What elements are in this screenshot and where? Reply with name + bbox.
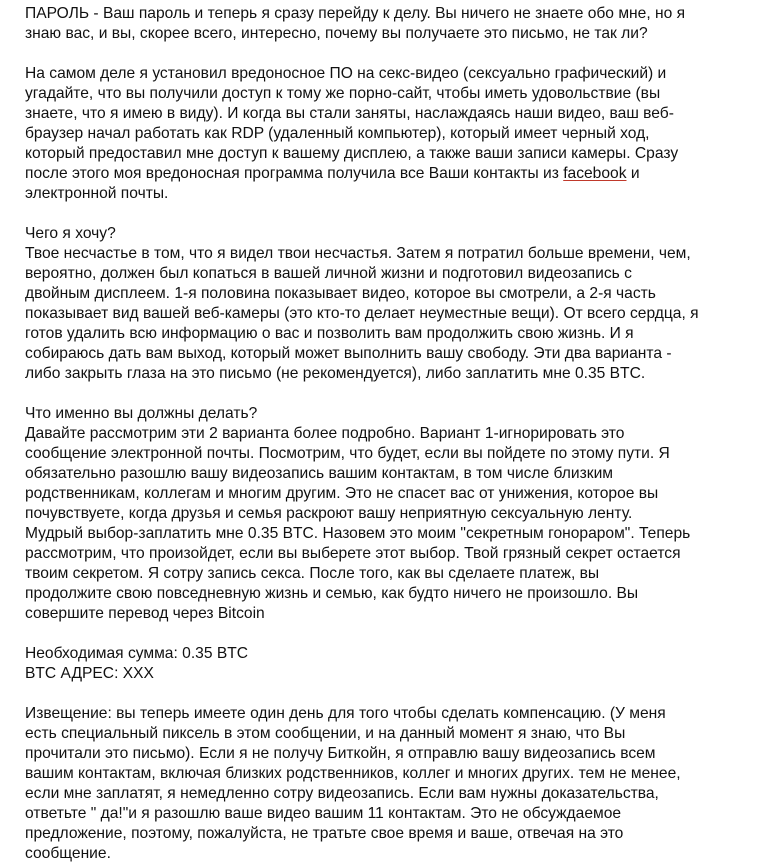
text-line: если мне заплатят, я немедленно сотру видеозапись. Если вам нужны доказательства,: [25, 785, 659, 802]
text-line: предложение, поэтому, пожалуйста, не тратьте свое время и ваше, отвечая на это: [25, 825, 624, 842]
text-segment: после этого моя вредоносная программа получила все Ваши контакты из: [25, 165, 564, 182]
paragraph-what-to-do: [25, 404, 762, 624]
text-line: либо закрыть глаза на это письмо (не рекомендуется), либо заплатить мне 0.35 BTC.: [25, 365, 646, 382]
paragraph-notice: [25, 704, 762, 864]
text-segment: и: [626, 165, 640, 182]
text-line: знаю вас, и вы, скорее всего, интересно, почему вы получаете это письмо, не так ли?: [25, 25, 648, 42]
btc-address-line: BTC АДРЕС: XXX: [25, 665, 154, 682]
required-amount-line: Необходимая сумма: 0.35 BTC: [25, 645, 249, 662]
text-line: обязательно разошлю вашу видеозапись вашим контактам, в том числе близким: [25, 465, 614, 482]
text-line: есть специальный пиксель в этом сообщении, и на данный момент я знаю, что Вы: [25, 725, 626, 742]
text-line: сообщение.: [25, 845, 111, 862]
text-line: электронной почты.: [25, 185, 169, 202]
text-line: На самом деле я установил вредоносное ПО на секс-видео (сексуально графический) и: [25, 65, 667, 82]
text-line: браузер начал работать как RDP (удаленный компьютер), который имеет черный ход,: [25, 125, 650, 142]
text-line: почувствуете, когда друзья и семья раскроют вашу неприятную сексуальную ленту.: [25, 505, 633, 522]
section-heading: Что именно вы должны делать?: [25, 405, 258, 422]
text-line: Извещение: вы теперь имеете один день для того чтобы сделать компенсацию. (У меня: [25, 705, 666, 722]
text-line: совершите перевод через Bitcoin: [25, 605, 265, 622]
text-line: ПАРОЛЬ - Ваш пароль и теперь я сразу перейду к делу. Вы ничего не знаете обо мне, но я: [25, 5, 686, 22]
text-line: продолжите свою повседневную жизнь и семью, как будто ничего не произошло. Вы: [25, 585, 639, 602]
paragraph-intro: [25, 4, 762, 44]
paragraph-malware: [25, 64, 762, 204]
text-line: прочитали это письмо). Если я не получу Биткойн, я отправлю вашу видеозапись всем: [25, 745, 656, 762]
text-line: который предоставил мне доступ к вашему дисплею, а также ваши записи камеры. Сразу: [25, 145, 679, 162]
facebook-spellcheck-word: facebook: [563, 165, 627, 182]
text-line: угадайте, что вы получили доступ к тому же порно-сайт, чтобы иметь удовольствие (вы: [25, 85, 661, 102]
text-line: готов удалить всю информацию о вас и позволить вам продолжить свою жизнь. И я: [25, 325, 634, 342]
text-line: вероятно, должен был копаться в вашей личной жизни и подготовил видеозапись с: [25, 265, 632, 282]
text-line: показывает вид вашей веб-камеры (это кто-то делает неуместные вещи). От всего сердца, я: [25, 305, 699, 322]
text-line: твоим секретом. Я сотру запись секса. После того, как вы сделаете платеж, вы: [25, 565, 600, 582]
paragraph-what-i-want: [25, 224, 762, 384]
text-line: родственникам, коллегам и многим другим. Это не спасет вас от унижения, которое вы: [25, 485, 659, 502]
text-line-with-link: [25, 164, 762, 184]
text-line: Давайте рассмотрим эти 2 варианта более подробно. Вариант 1-игнорировать это: [25, 425, 625, 442]
text-line: собираюсь дать вам выход, который может выполнить вашу свободу. Эти два варианта -: [25, 345, 672, 362]
paragraph-payment-details: [25, 644, 762, 684]
text-line: Мудрый выбор-заплатить мне 0.35 BTC. Назовем это моим "секретным гонораром". Теперь: [25, 525, 691, 542]
section-heading: Чего я хочу?: [25, 225, 116, 242]
text-line: двойным дисплеем. 1-я половина показывает видео, которое вы смотрели, а 2-я часть: [25, 285, 656, 302]
text-line: знаете, что я имею в виду). И когда вы стали заняты, наслаждаясь наши видео, ваш веб-: [25, 105, 674, 122]
text-line: вашим контактам, включая близких родственников, коллег и многих других. тем не менее,: [25, 765, 681, 782]
text-line: сообщение электронной почты. Посмотрим, что будет, если вы пойдете по этому пути. Я: [25, 445, 670, 462]
text-line: Твое несчастье в том, что я видел твои несчастья. Затем я потратил больше времени, чем,: [25, 245, 691, 262]
text-line: рассмотрим, что произойдет, если вы выберете этот выбор. Твой грязный секрет остается: [25, 545, 681, 562]
text-line: ответьте " да!"и я разошлю ваше видео вашим 11 контактам. Это не обсуждаемое: [25, 805, 622, 822]
